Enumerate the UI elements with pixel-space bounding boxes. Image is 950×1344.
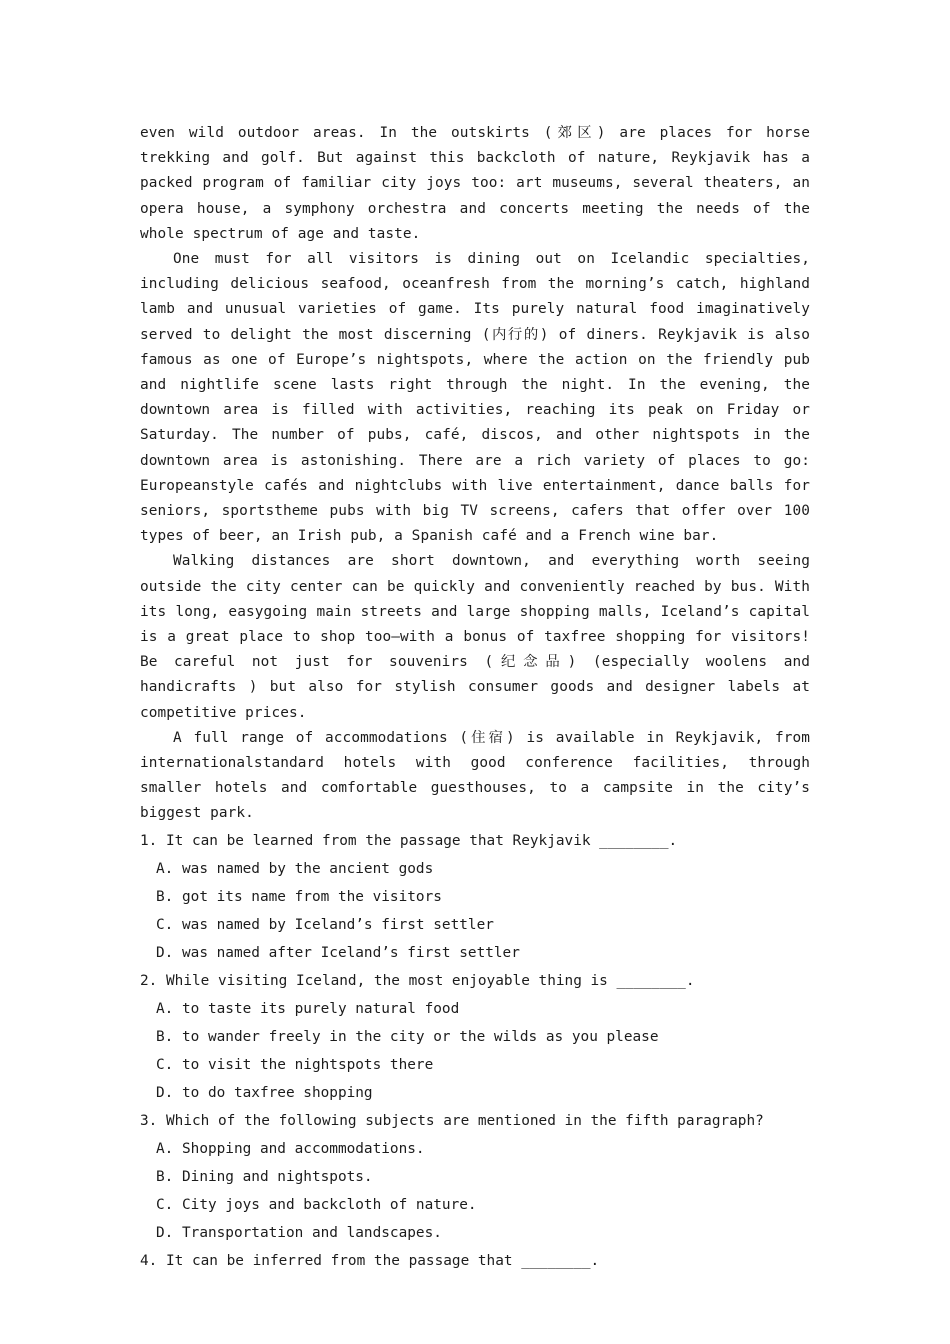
question-stem: 4. It can be inferred from the passage that ________. [140,1252,600,1269]
option-c: C. to visit the nightspots there [156,1056,434,1073]
question-stem: 1. It can be learned from the passage that Reykjavik ________. [140,832,678,849]
document-page [140,121,810,1275]
question-stem: 2. While visiting Iceland, the most enjoyable thing is ________. [140,972,695,989]
option-a: A. was named by the ancient gods [156,860,434,877]
option-c: C. City joys and backcloth of nature. [156,1196,477,1213]
option-c: C. was named by Iceland’s first settler [156,916,494,933]
paragraph-4: A full range of accommodations (住宿) is available in Reykjavik, from internationalstandard hotels with good conference facilities, through smaller hotels and comfortable guesthouses, to a campsite in the city’s biggest park. [140,729,810,822]
option-a: A. to taste its purely natural food [156,1000,460,1017]
option-b: B. got its name from the visitors [156,888,442,905]
question-1 [140,827,810,967]
passage [140,121,810,827]
paragraph-2: One must for all visitors is dining out on Icelandic specialties, including delicious seafood, oceanfresh from the morning’s catch, highland lamb and unusual varieties of game. Its purely natural food imaginatively served to delight the most discerning (内行的) of diners. Reykjavik is also famous as one of Europe’s nightspots, where the action on the friendly pub and nightlife scene lasts right through the night. In the evening, the downtown area is filled with activities, reaching its peak on Friday or Saturday. The number of pubs, café, discos, and other nightspots in the downtown area is astonishing. There are a rich variety of places to go: Europeanstyle cafés and nightclubs with live entertainment, dance balls for seniors, sportstheme pubs with big TV screens, cafers that offer over 100 types of beer, an Irish pub, a Spanish café and a French wine bar. [140,251,810,545]
option-d: D. Transportation and landscapes. [156,1224,442,1241]
question-4 [140,1247,810,1275]
option-d: D. to do taxfree shopping [156,1084,373,1101]
question-stem: 3. Which of the following subjects are mentioned in the fifth paragraph? [140,1112,764,1129]
paragraph-1: even wild outdoor areas. In the outskirts (郊区) are places for horse trekking and golf. But against this backcloth of nature, Reykjavik has a packed program of familiar city joys too: art museums, several theaters, an opera house, a symphony orchestra and concerts meeting the needs of the whole spectrum of age and taste. [140,125,810,242]
paragraph-3: Walking distances are short downtown, and everything worth seeing outside the city center can be quickly and conveniently reached by bus. With its long, easygoing main streets and large shopping malls, Iceland’s capital is a great place to shop too—with a bonus of taxfree shopping for visitors! Be careful not just for souvenirs (纪念品) (especially woolens and handicrafts ) but also for stylish consumer goods and designer labels at competitive prices. [140,553,810,721]
option-a: A. Shopping and accommodations. [156,1140,425,1157]
option-b: B. to wander freely in the city or the wilds as you please [156,1028,659,1045]
question-3 [140,1107,810,1247]
option-d: D. was named after Iceland’s first settler [156,944,520,961]
option-b: B. Dining and nightspots. [156,1168,373,1185]
question-2 [140,967,810,1107]
question-list [140,827,810,1275]
